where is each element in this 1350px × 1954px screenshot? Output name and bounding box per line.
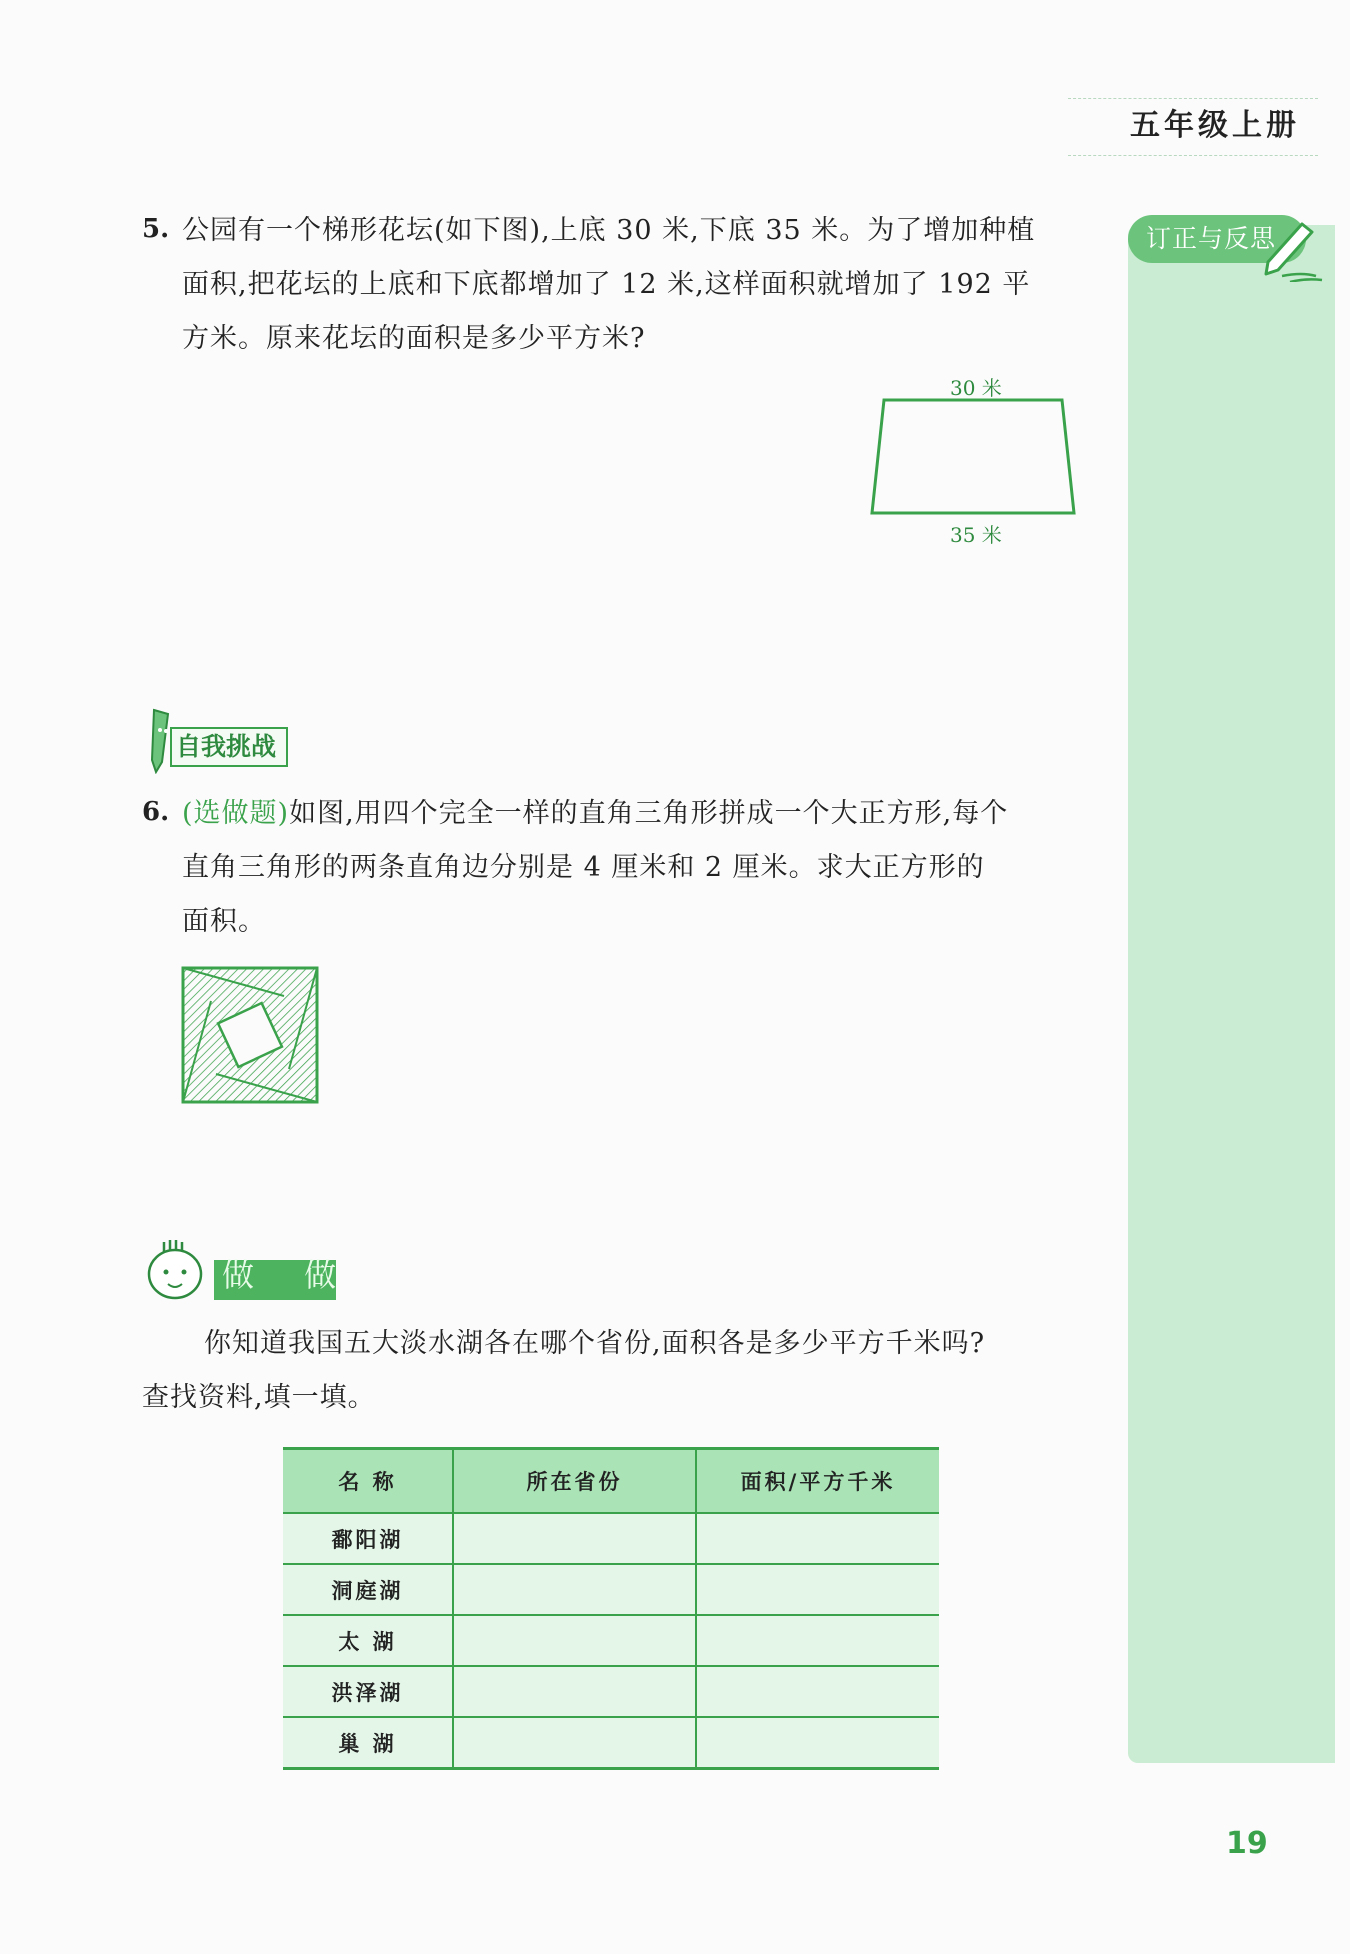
notes-panel (1128, 225, 1335, 1763)
activity-label: 做 做 (222, 1256, 357, 1294)
area-cell[interactable] (696, 1513, 939, 1564)
province-cell[interactable] (453, 1717, 696, 1769)
lake-name: 洞庭湖 (283, 1564, 453, 1615)
area-cell[interactable] (696, 1615, 939, 1666)
trapezoid-top-label: 30 米 (950, 376, 1002, 400)
challenge-section-tag: 自我挑战 (170, 727, 288, 767)
table-row (283, 1666, 939, 1717)
lakes-table (283, 1447, 939, 1770)
grade-label: 五年级上册 (1130, 108, 1300, 143)
area-cell[interactable] (696, 1717, 939, 1769)
question-5-number: 5. (142, 214, 170, 244)
question-5-line-1: 公园有一个梯形花坛(如下图),上底 30 米,下底 35 米。为了增加种植 (182, 215, 1036, 246)
question-6-line-1: 如图,用四个完全一样的直角三角形拼成一个大正方形,每个 (289, 798, 1009, 829)
lake-name: 鄱阳湖 (283, 1513, 453, 1564)
child-face-icon (142, 1238, 212, 1302)
province-cell[interactable] (453, 1564, 696, 1615)
pencil-icon (1262, 210, 1332, 282)
question-6-number: 6. (142, 797, 170, 827)
table-header-row (283, 1449, 939, 1514)
question-6-line-2: 直角三角形的两条直角边分别是 4 厘米和 2 厘米。求大正方形的 (182, 852, 985, 883)
activity-line-2: 查找资料,填一填。 (142, 1382, 376, 1413)
trapezoid-figure (866, 395, 1082, 519)
table-row (283, 1513, 939, 1564)
trapezoid-bottom-label: 35 米 (950, 523, 1002, 547)
notes-tab-label: 订正与反思 (1146, 224, 1277, 253)
lakes-table-wrap (283, 1447, 939, 1770)
province-cell[interactable] (453, 1666, 696, 1717)
question-5-line-2: 面积,把花坛的上底和下底都增加了 12 米,这样面积就增加了 192 平 (182, 269, 1031, 300)
question-6-line-3: 面积。 (182, 906, 266, 937)
activity-line-1: 你知道我国五大淡水湖各在哪个省份,面积各是多少平方千米吗? (204, 1328, 986, 1359)
question-5-text (182, 204, 1082, 366)
province-cell[interactable] (453, 1513, 696, 1564)
province-cell[interactable] (453, 1615, 696, 1666)
question-6-text (182, 787, 1082, 949)
table-row (283, 1564, 939, 1615)
lake-name: 巢 湖 (283, 1717, 453, 1769)
lake-name: 太 湖 (283, 1615, 453, 1666)
lake-name: 洪泽湖 (283, 1666, 453, 1717)
page-number: 19 (1226, 1826, 1268, 1861)
table-row (283, 1717, 939, 1769)
header-area: 面积/平方千米 (696, 1449, 939, 1514)
pinwheel-square-figure (181, 966, 319, 1104)
area-cell[interactable] (696, 1564, 939, 1615)
optional-tag: (选做题) (182, 798, 290, 829)
question-5-line-3: 方米。原来花坛的面积是多少平方米? (182, 323, 646, 354)
header-name: 名 称 (283, 1449, 453, 1514)
table-row (283, 1615, 939, 1666)
area-cell[interactable] (696, 1666, 939, 1717)
header-province: 所在省份 (453, 1449, 696, 1514)
